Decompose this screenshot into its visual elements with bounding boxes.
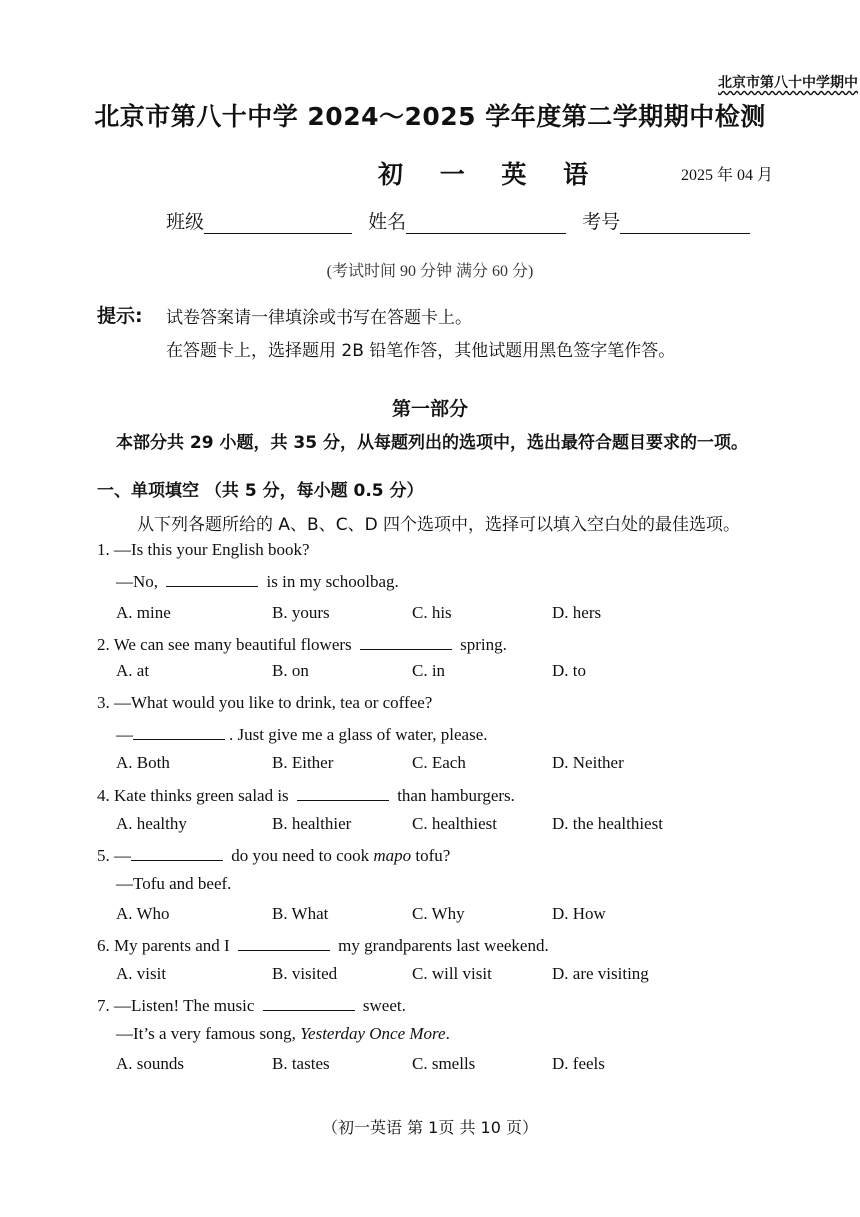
option-c[interactable]: C. in xyxy=(412,661,446,680)
option-d[interactable]: D. hers xyxy=(552,603,602,622)
class-label: 班级 xyxy=(166,211,205,233)
answer-blank[interactable] xyxy=(131,844,223,861)
q7-line2-before: —It’s a very famous song, xyxy=(116,1024,301,1043)
name-blank[interactable] xyxy=(406,213,566,234)
option-a[interactable]: A. sounds xyxy=(116,1054,185,1073)
tip-line-1: 试卷答案请一律填涂或书写在答题卡上。 xyxy=(166,308,472,328)
question-3-stem xyxy=(97,693,432,713)
option-c[interactable]: C. Each xyxy=(412,753,466,772)
answer-blank[interactable] xyxy=(133,723,225,740)
question-5-stem xyxy=(97,844,450,866)
header-corner-label: 北京市第八十中学期中 xyxy=(718,75,858,91)
option-b[interactable]: B. visited xyxy=(272,964,338,983)
student-info-row xyxy=(166,207,760,234)
q7-song-title: Yesterday Once More xyxy=(300,1024,446,1043)
q5-mid: do you need to cook xyxy=(227,846,374,865)
exam-title: 北京市第八十中学 2024～2025 学年度第二学期期中检测 xyxy=(94,102,766,131)
question-2-stem xyxy=(97,633,507,655)
option-b[interactable]: B. What xyxy=(272,904,329,923)
option-d[interactable]: D. the healthiest xyxy=(552,814,663,833)
q4-after: than hamburgers. xyxy=(392,786,515,805)
answer-blank[interactable] xyxy=(263,994,355,1011)
option-a[interactable]: A. mine xyxy=(116,603,171,622)
section-instruction: 从下列各题所给的 A、B、C、D 四个选项中，选择可以填入空白处的最佳选项。 xyxy=(137,515,741,535)
tip-line-2: 在答题卡上，选择题用 2B 铅笔作答，其他试题用黑色签字笔作答。 xyxy=(166,341,676,361)
option-d[interactable]: D. How xyxy=(552,904,606,923)
page-footer: （初一英语 第 1页 共 10 页） xyxy=(322,1118,538,1137)
q3-line2-before: — xyxy=(116,725,133,744)
option-c[interactable]: C. healthiest xyxy=(412,814,497,833)
q5-after: tofu? xyxy=(411,846,451,865)
q5-before: 5. — xyxy=(97,846,131,865)
name-label: 姓名 xyxy=(368,211,407,233)
q1-line2-after: is in my schoolbag. xyxy=(262,572,399,591)
q6-before: 6. My parents and I xyxy=(97,936,234,955)
option-b[interactable]: B. Either xyxy=(272,753,334,772)
section-title: 一、单项填空 （共 5 分，每小题 0.5 分） xyxy=(97,481,424,501)
question-7-line2 xyxy=(116,1024,450,1044)
option-b[interactable]: B. healthier xyxy=(272,814,352,833)
question-3-line2 xyxy=(116,723,488,745)
q1-text: 1. —Is this your English book? xyxy=(97,540,310,559)
part-description: 本部分共 29 小题，共 35 分，从每题列出的选项中，选出最符合题目要求的一项。 xyxy=(116,433,748,453)
q7-before: 7. —Listen! The music xyxy=(97,996,259,1015)
answer-blank[interactable] xyxy=(297,784,389,801)
option-a[interactable]: A. visit xyxy=(116,964,167,983)
option-d[interactable]: D. feels xyxy=(552,1054,605,1073)
part-title: 第一部分 xyxy=(391,398,468,420)
q1-line2-before: —No, xyxy=(116,572,163,591)
q2-before: 2. We can see many beautiful flowers xyxy=(97,635,356,654)
question-7-stem xyxy=(97,994,406,1016)
option-a[interactable]: A. at xyxy=(116,661,150,680)
question-4-stem xyxy=(97,784,515,806)
exam-date: 2025 年 04 月 xyxy=(681,167,774,184)
q3-line2-after: . Just give me a glass of water, please. xyxy=(229,725,488,744)
answer-blank[interactable] xyxy=(238,934,330,951)
option-a[interactable]: A. healthy xyxy=(116,814,187,833)
option-b[interactable]: B. on xyxy=(272,661,309,680)
answer-blank[interactable] xyxy=(360,633,452,650)
subject-title: 初 一 英 语 xyxy=(378,160,603,189)
question-1-stem xyxy=(97,540,310,560)
q4-before: 4. Kate thinks green salad is xyxy=(97,786,293,805)
q7-after: sweet. xyxy=(358,996,406,1015)
q2-after: spring. xyxy=(455,635,507,654)
q5-italic-word: mapo xyxy=(373,846,412,865)
q6-after: my grandparents last weekend. xyxy=(333,936,549,955)
option-d[interactable]: D. are visiting xyxy=(552,964,649,983)
q3-text: 3. —What would you like to drink, tea or coffee? xyxy=(97,693,433,712)
exam-time-note: (考试时间 90 分钟 满分 60 分) xyxy=(326,263,534,280)
answer-blank[interactable] xyxy=(166,570,258,587)
tip-label: 提示: xyxy=(97,305,143,327)
option-a[interactable]: A. Who xyxy=(116,904,170,923)
option-b[interactable]: B. tastes xyxy=(272,1054,330,1073)
option-c[interactable]: C. will visit xyxy=(412,964,492,983)
q7-line2-after: . xyxy=(445,1024,450,1043)
option-c[interactable]: C. Why xyxy=(412,904,465,923)
id-label: 考号 xyxy=(582,211,621,233)
question-1-line2 xyxy=(116,570,399,592)
option-d[interactable]: D. Neither xyxy=(552,753,624,772)
option-b[interactable]: B. yours xyxy=(272,603,330,622)
id-blank[interactable] xyxy=(620,213,750,234)
option-a[interactable]: A. Both xyxy=(116,753,170,772)
class-blank[interactable] xyxy=(204,213,352,234)
option-d[interactable]: D. to xyxy=(552,661,586,680)
question-6-stem xyxy=(97,934,549,956)
question-5-line2: —Tofu and beef. xyxy=(116,874,232,893)
option-c[interactable]: C. his xyxy=(412,603,452,622)
option-c[interactable]: C. smells xyxy=(412,1054,476,1073)
